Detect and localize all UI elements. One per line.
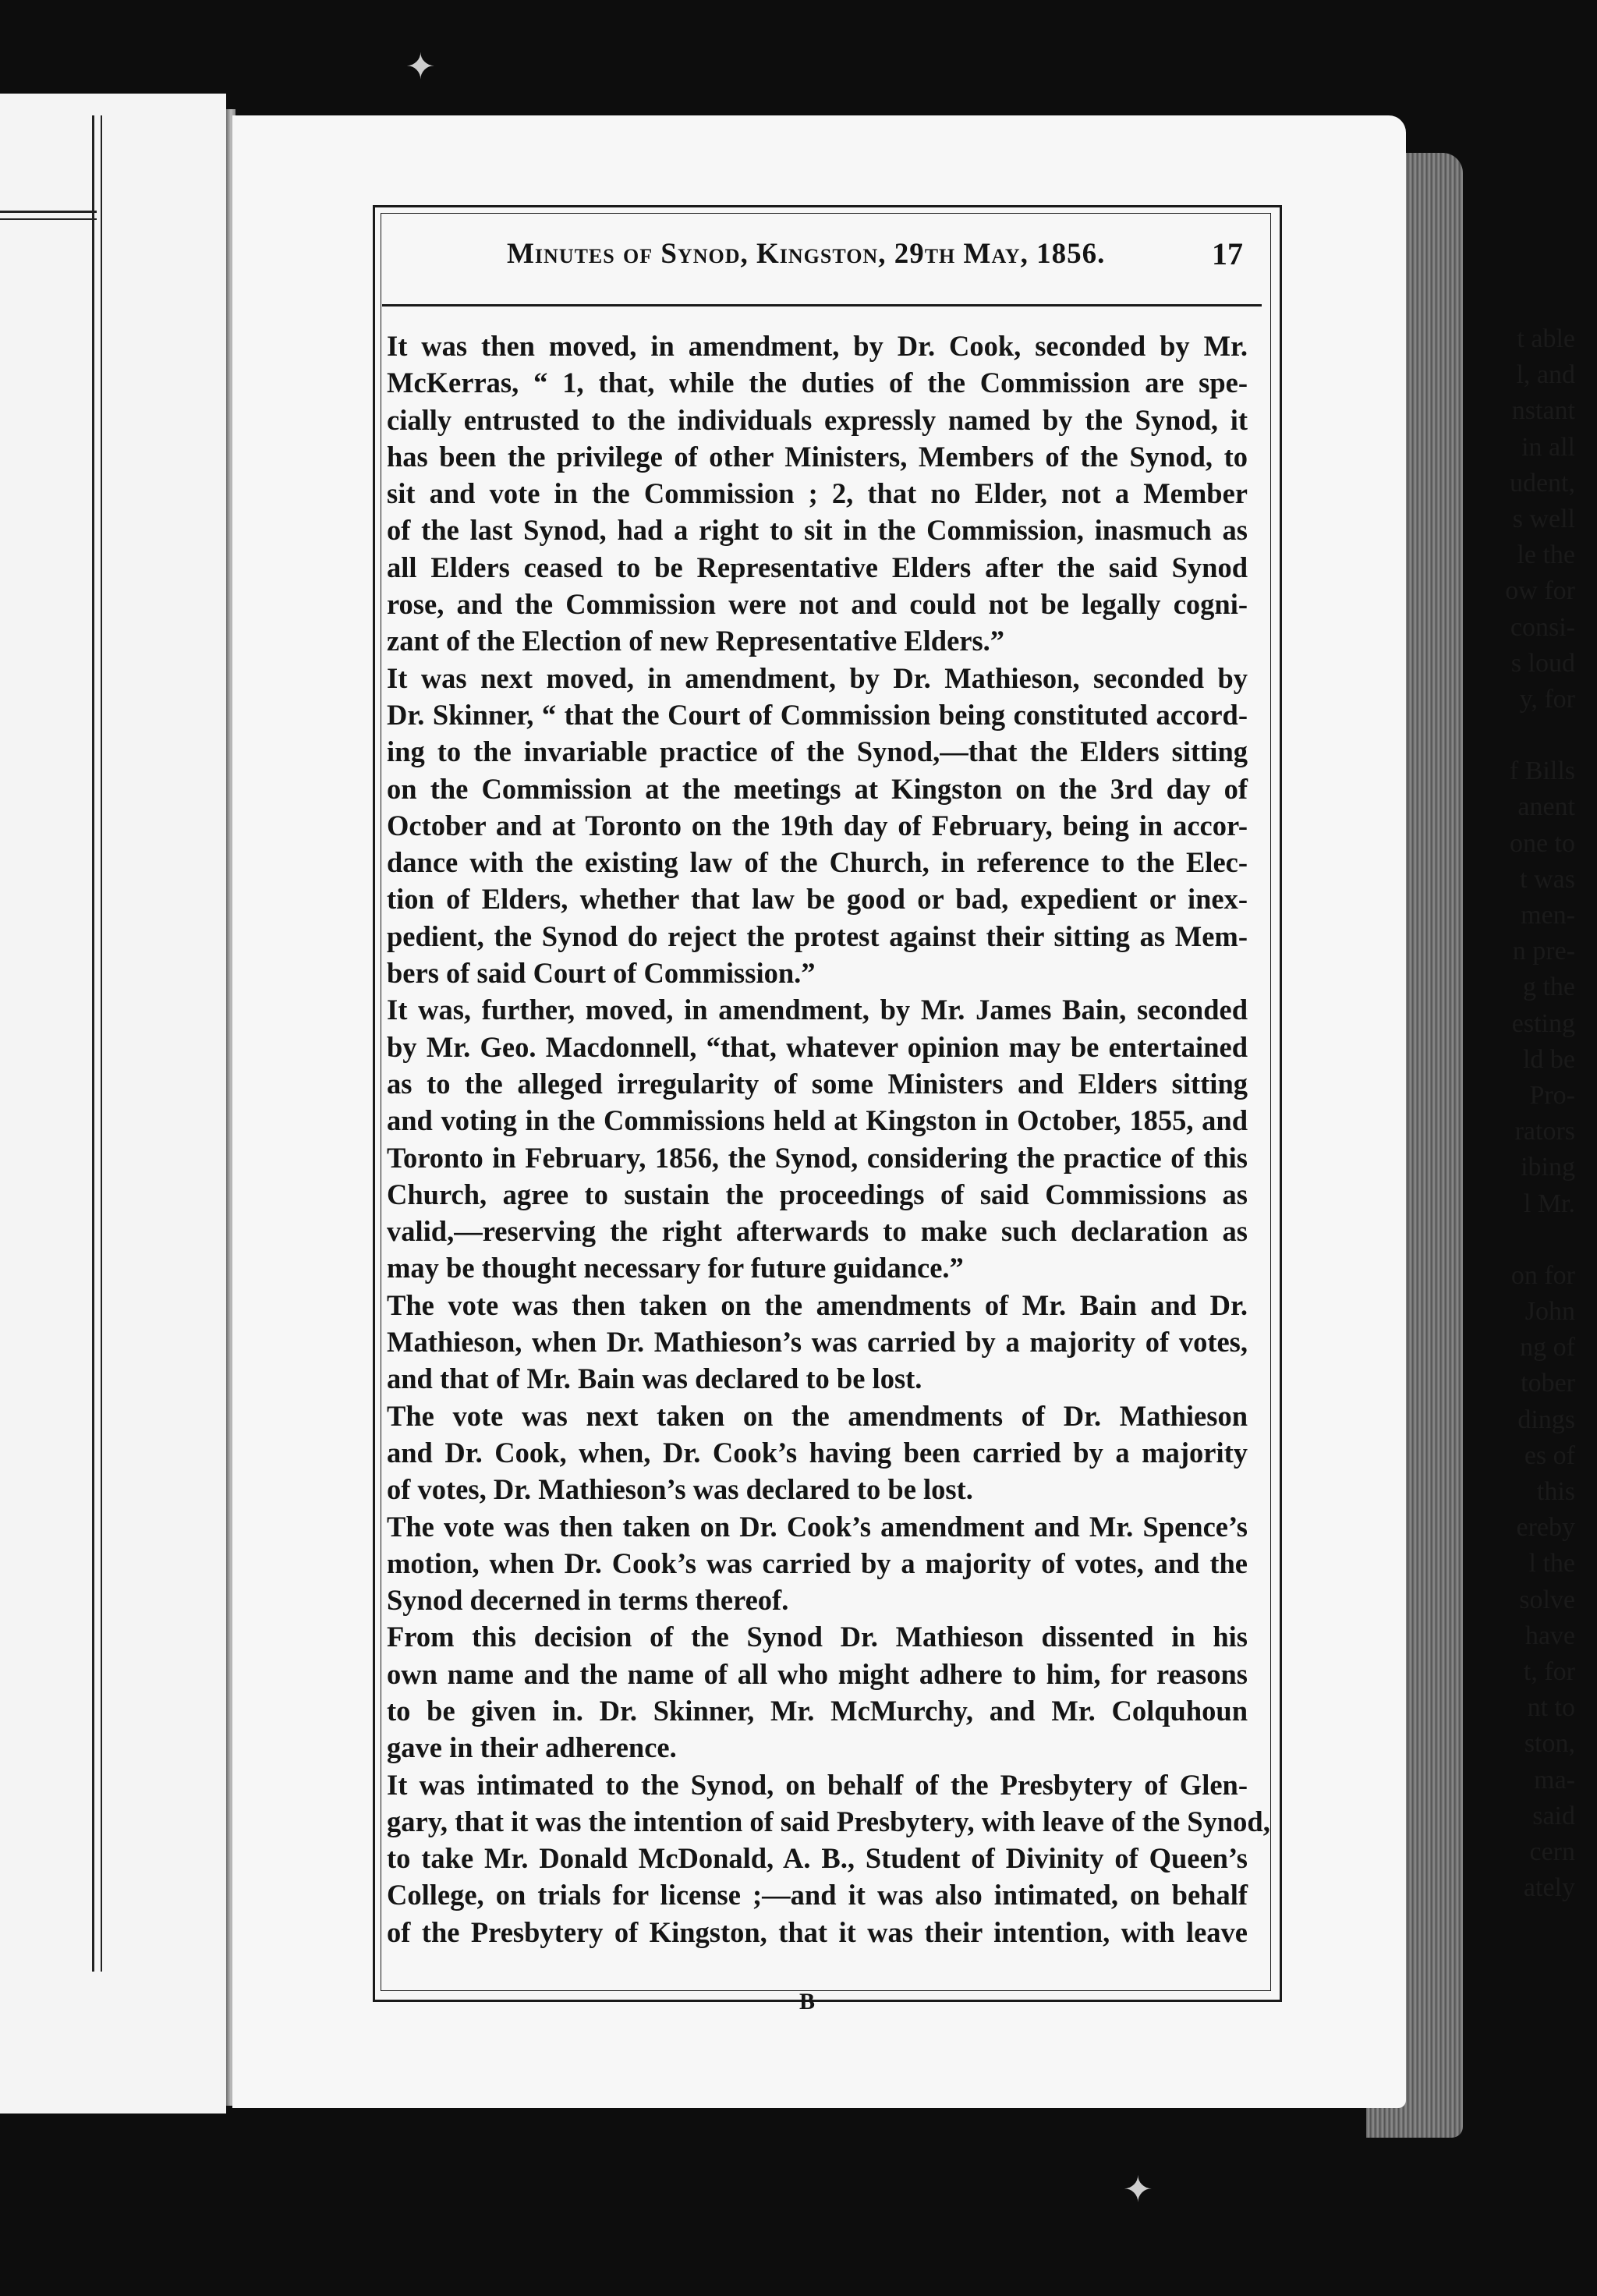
left-page [0, 94, 226, 2114]
text-line: zant of the Election of new Representative Elders.” [387, 625, 1005, 657]
text-line: motion, when Dr. Cook’s was carried by a majority of votes, and the [387, 1547, 1248, 1579]
text-line: It was next moved, in amendment, by Dr. Mathieson, seconded by [387, 661, 1248, 694]
left-page-fragment: men- [1521, 901, 1575, 930]
header-rule [382, 304, 1262, 306]
scan-speck: ✦ [1123, 2168, 1153, 2210]
left-page-fragment: nt to [1527, 1693, 1575, 1723]
text-line: dance with the existing law of the Church, in reference to the Elec- [387, 846, 1248, 879]
left-page-text-fragments [1450, 321, 1575, 1906]
left-page-fragment: ma- [1534, 1765, 1575, 1795]
text-line: Toronto in February, 1856, the Synod, considering the practice of this [387, 1141, 1248, 1174]
left-page-fragment: esting [1511, 1008, 1575, 1038]
left-page-fragment: f Bills [1509, 756, 1575, 786]
left-page-fragment: rators [1514, 1117, 1575, 1146]
text-line: all Elders ceased to be Representative Elders after the said Synod [387, 551, 1248, 583]
text-line: Church, agree to sustain the proceedings of said Commissions as [387, 1178, 1248, 1210]
text-line: McKerras, “ 1, that, while the duties of the Commission are spe- [387, 367, 1248, 399]
text-line: Dr. Skinner, “ that the Court of Commission being constituted accord- [387, 698, 1248, 731]
text-line: by Mr. Geo. Macdonnell, “that, whatever opinion may be entertained [387, 1030, 1248, 1063]
text-line: sit and vote in the Commission ; 2, that no Elder, not a Member [387, 477, 1248, 510]
text-line: tion of Elders, whether that law be good or bad, expedient or inex- [387, 883, 1248, 916]
text-line: and Dr. Cook, when, Dr. Cook’s having been carried by a majority [387, 1436, 1248, 1469]
left-page-fragment: cern [1529, 1837, 1575, 1866]
left-page-fragment: ld be [1522, 1044, 1575, 1074]
left-page-fragment: one to [1509, 828, 1575, 858]
left-page-fragment [1450, 718, 1575, 753]
text-line: Synod decerned in terms thereof. [387, 1584, 789, 1617]
left-page-fragment: dings [1517, 1405, 1575, 1434]
text-line: to take Mr. Donald McDonald, A. B., Student of Divinity of Queen’s [387, 1842, 1248, 1875]
text-line: bers of said Court of Commission.” [387, 957, 816, 990]
text-line: on the Commission at the meetings at Kingston on the 3rd day of [387, 772, 1248, 805]
text-line: The vote was then taken on the amendments of Mr. Bain and Dr. [387, 1288, 1248, 1321]
text-line: College, on trials for license ;—and it was also intimated, on behalf [387, 1879, 1248, 1912]
text-line: own name and the name of all who might adhere to him, for reasons [387, 1657, 1248, 1690]
left-page-fragment: t able [1517, 324, 1575, 353]
left-page-fragment: this [1536, 1477, 1575, 1506]
text-line: It was, further, moved, in amendment, by Mr. James Bain, seconded [387, 994, 1248, 1026]
left-page-frame-rule [92, 115, 102, 1972]
text-line: and that of Mr. Bain was declared to be lost. [387, 1362, 922, 1395]
text-line: has been the privilege of other Ministers, Members of the Synod, to [387, 440, 1248, 473]
left-page-fragment: said [1532, 1801, 1575, 1830]
left-page-fragment: t, for [1523, 1656, 1575, 1686]
text-line: of the last Synod, had a right to sit in the Commission, inasmuch as [387, 514, 1248, 547]
left-page-fragment: ereby [1516, 1513, 1575, 1543]
text-line: rose, and the Commission were not and could not be legally cogni- [387, 588, 1248, 621]
text-line: gave in their adherence. [387, 1731, 677, 1764]
left-page-fragment: s loud [1510, 648, 1575, 678]
text-line: Mathieson, when Dr. Mathieson’s was carried by a majority of votes, [387, 1326, 1248, 1359]
text-line: ing to the invariable practice of the Synod,—that the Elders sitting [387, 735, 1248, 768]
left-page-fragment: t was [1520, 864, 1575, 894]
left-page-fragment: ng of [1520, 1333, 1575, 1362]
left-page-fragment: udent, [1509, 468, 1575, 498]
text-line: to be given in. Dr. Skinner, Mr. McMurchy, and Mr. Colquhoun [387, 1694, 1248, 1727]
left-page-fragment: l Mr. [1523, 1189, 1575, 1218]
text-line: The vote was next taken on the amendments of Dr. Mathieson [387, 1399, 1248, 1432]
body-text [387, 328, 1270, 1951]
left-page-fragment: ibing [1521, 1153, 1575, 1182]
left-page-fragment: l, and [1516, 360, 1575, 390]
text-line: The vote was then taken on Dr. Cook’s amendment and Mr. Spence’s [387, 1510, 1248, 1543]
text-line: It was intimated to the Synod, on behalf of the Presbytery of Glen- [387, 1768, 1248, 1801]
text-line: gary, that it was the intention of said Presbytery, with leave of the Synod, [387, 1805, 1270, 1837]
left-page-fragment: g the [1522, 973, 1575, 1002]
text-line: From this decision of the Synod Dr. Mathieson dissented in his [387, 1621, 1248, 1653]
left-page-header-rule [0, 211, 97, 220]
text-line: of the Presbytery of Kingston, that it was their intention, with leave [387, 1915, 1248, 1948]
left-page-fragment: le the [1517, 540, 1575, 570]
left-page-fragment: tober [1521, 1369, 1575, 1398]
left-page-fragment: John [1524, 1297, 1575, 1327]
left-page-fragment: in all [1521, 432, 1575, 462]
scan-speck: ✦ [405, 45, 436, 87]
text-line: of votes, Dr. Mathieson’s was declared to be lost. [387, 1473, 973, 1506]
text-line: may be thought necessary for future guidance.” [387, 1252, 964, 1284]
running-header-title: Minutes of Synod, Kingston, 29th May, 1856. [507, 238, 1106, 270]
page-number: 17 [1212, 236, 1243, 271]
left-page-fragment [1450, 1222, 1575, 1258]
left-page-fragment: Pro- [1529, 1080, 1575, 1110]
signature-mark: B [799, 1989, 816, 2014]
left-page-fragment: have [1524, 1621, 1575, 1650]
left-page-fragment: y, for [1519, 684, 1575, 714]
left-page-fragment: on for [1510, 1260, 1575, 1290]
left-page-fragment: solve [1519, 1585, 1575, 1614]
text-line: It was then moved, in amendment, by Dr. Cook, seconded by Mr. [387, 330, 1248, 362]
left-page-fragment: consi- [1510, 612, 1575, 642]
left-page-fragment: l the [1528, 1549, 1575, 1578]
left-page-fragment: nstant [1511, 396, 1575, 426]
text-line: October and at Toronto on the 19th day of February, being in accor- [387, 809, 1248, 842]
left-page-fragment: es of [1524, 1440, 1575, 1470]
left-page-fragment: s well [1512, 504, 1575, 533]
text-line: cially entrusted to the individuals expressly named by the Synod, it [387, 403, 1248, 436]
left-page-fragment: anent [1517, 792, 1575, 822]
left-page-fragment: ately [1523, 1873, 1575, 1903]
text-line: as to the alleged irregularity of some Ministers and Elders sitting [387, 1067, 1248, 1100]
text-line: and voting in the Commissions held at Kingston in October, 1855, and [387, 1104, 1248, 1137]
left-page-fragment: ston, [1524, 1729, 1575, 1759]
text-line: valid,—reserving the right afterwards to make such declaration as [387, 1215, 1248, 1248]
text-line: pedient, the Synod do reject the protest against their sitting as Mem- [387, 919, 1248, 952]
left-page-fragment: n pre- [1512, 937, 1575, 966]
left-page-fragment: ow for [1505, 576, 1575, 606]
